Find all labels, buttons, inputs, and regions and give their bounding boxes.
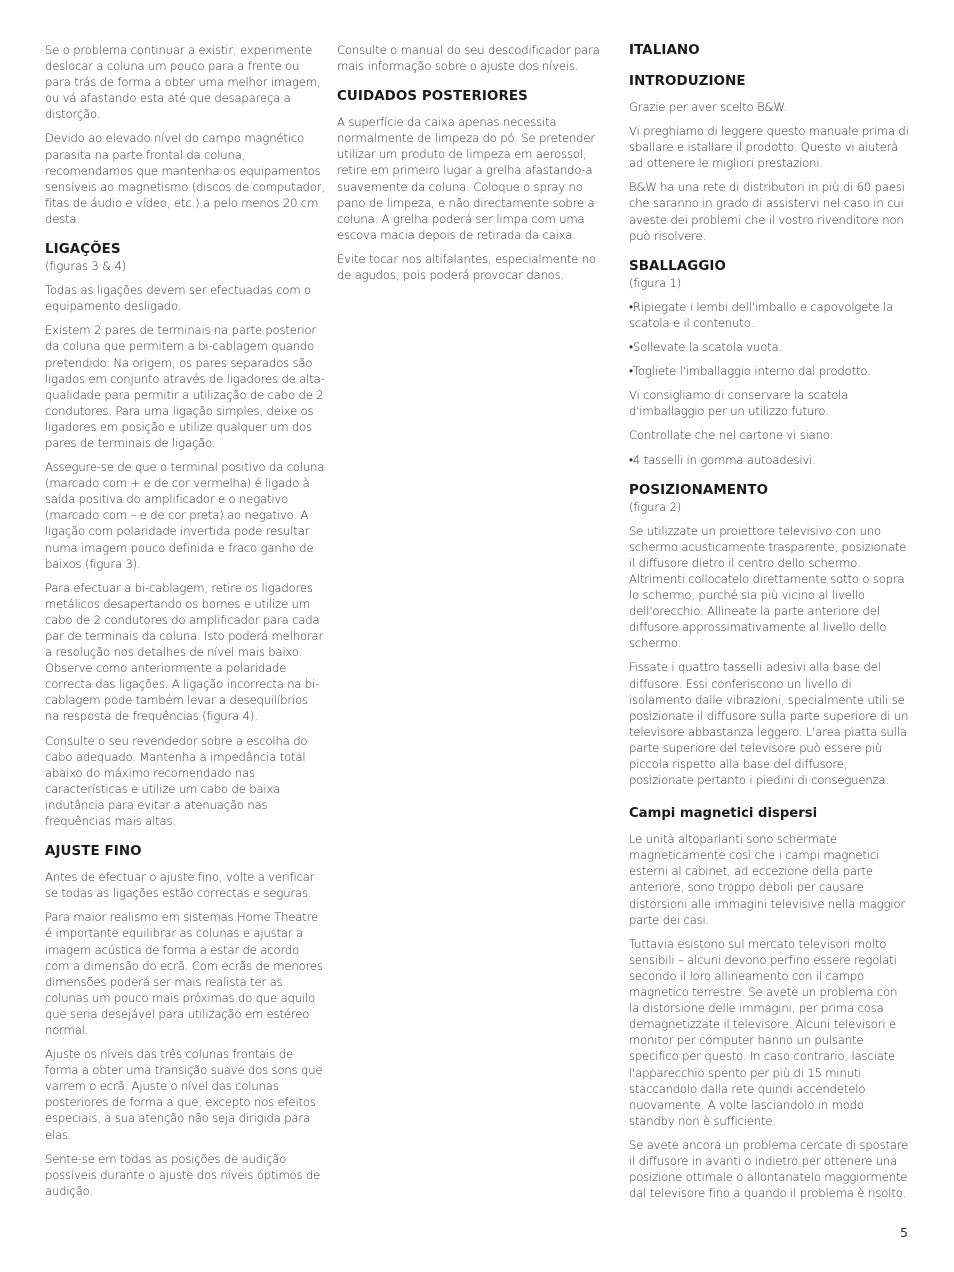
subsection-heading-campi-magnetici: Campi magnetici dispersi — [629, 806, 818, 822]
paragraph: Ajuste os níveis das três colunas frontais de forma a obter uma transição suave dos sons que varrem o ecrã. Ajuste o nível das colunas posteriores de forma a que, excepto nos efeitos especiais, a sua atenção não seja dirigida para elas. — [45, 1047, 323, 1142]
page-number: 5 — [900, 1225, 908, 1240]
column-portuguese-2 — [337, 42, 612, 291]
paragraph: Le unità altoparlanti sono schermate magneticamente così che i campi magnetici esterni al cabinet, ad eccezione della parte anteriore, sono troppo deboli per causare distorsioni alle immagini televisive nella maggior parte dei casi. — [629, 832, 906, 927]
paragraph: Evite tocar nos altifalantes, especialmente no de agudos, pois poderá provocar danos. — [337, 251, 596, 283]
column-portuguese-1 — [45, 42, 325, 1207]
paragraph: Vi consigliamo di conservare la scatola d'imballaggio per un utilizzo futuro. — [629, 388, 849, 419]
column-italian — [629, 42, 909, 1209]
paragraph: Se o problema continuar a existir, experimente deslocar a coluna um pouco para a frente ou para trás de forma a obter uma melhor imagem, ou vá afastando esta até que desapareça a distorção. — [45, 43, 321, 122]
paragraph: Devido ao elevado nível do campo magnético parasita na parte frontal da coluna, recomendamos que mantenha os equipamentos sensíveis ao magnetismo (discos de computador, fitas de áudio e vídeo, etc.) a pelo menos 20 cm desta. — [45, 131, 325, 226]
section-heading-sballaggio: SBALLAGGIO — [629, 258, 726, 274]
section-heading-introduzione: INTRODUZIONE — [629, 74, 746, 89]
figure-reference: (figura 2) — [629, 499, 682, 514]
paragraph: Consulte o manual do seu descodificador para mais informação sobre o ajuste dos níveis. — [337, 43, 600, 74]
figure-reference: (figuras 3 & 4) — [45, 259, 127, 274]
figure-reference: (figura 1) — [629, 275, 682, 290]
section-heading-ligacoes: LIGAÇÕES — [45, 242, 121, 258]
paragraph: Tuttavia esistono sul mercato televisori molto sensibili – alcuni devono perfino essere regolati secondo il loro allineamento con il campo magnetico terrestre. Se avete un problema con la distorsione delle immagini, per prima cosa demagnetizzate il televisore. Alcuni televisori e monitor per computer hanno un pulsante specifico per questo. In caso contrario, lasciate l'apparecchio spento per più di 15 minuti staccandolo dalla rete quindi accendetelo nuovamente. A volte lasciandolo in modo standby non è sufficiente. — [629, 936, 898, 1128]
section-heading-posizionamento: POSIZIONAMENTO — [629, 482, 769, 498]
paragraph: Para maior realismo em sistemas Home Theatre é importante equilibrar as colunas e ajustar a imagem acústica de forma a estar de acordo com a dimensão do ecrã. Com ecrãs de menores dimensões poderá ser mais realista ter as colunas um pouco mais próximas do que aquilo que seria desejável para utilização em estéreo normal. — [45, 910, 323, 1037]
language-heading-italiano: ITALIANO — [629, 43, 700, 58]
bullet-item: •Sollevate la scatola vuota. — [629, 340, 783, 355]
section-heading-cuidados: CUIDADOS POSTERIORES — [337, 89, 528, 105]
paragraph: B&W ha una rete di distributori in più di 60 paesi che saranno in grado di assistervi nel caso in cui aveste dei problemi che il vostro rivenditore non può risolvere. — [629, 180, 905, 243]
paragraph: Se avete ancora un problema cercate di spostare il diffusore in avanti o indietro per ottenere una posizione ottimale o allontanatelo maggiormente dal televisore fino a quando il problema è risolto. — [629, 1137, 909, 1201]
paragraph: Assegure-se de que o terminal positivo da coluna (marcado com + e de cor vermelha) é ligado à saída positiva do amplificador e o negativo (marcado com – e de cor preta) ao negativo. A ligação com polaridade invertida pode resultar numa imagem pouco definida e fraco ganho de baixos (figura 3). — [45, 460, 325, 571]
paragraph: Todas as ligações devem ser efectuadas com o equipamento desligado. — [45, 283, 311, 314]
paragraph: Antes de efectuar o ajuste fino, volte a verificar se todas as ligações estão correctas e seguras. — [45, 870, 315, 901]
paragraph: Grazie per aver scelto B&W. — [629, 100, 787, 114]
bullet-item: •Togliete l'imballaggio interno dal prodotto. — [629, 364, 871, 379]
paragraph: Controllate che nel cartone vi siano: — [629, 428, 834, 443]
bullet-item: •4 tasselli in gomma autoadesivi. — [629, 452, 816, 467]
section-heading-ajuste-fino: AJUSTE FINO — [45, 844, 142, 860]
paragraph: A superfície da caixa apenas necessita normalmente de limpeza do pó. Se pretender utilizar um produto de limpeza em aerossol, retire em primeiro lugar a grelha afastando-a suavemente da coluna. Coloque o spray no pano de limpeza, e não directamente sobre a coluna. A grelha poderá ser limpa com uma escova macia depois de retirada da caixa. — [337, 115, 595, 242]
paragraph: Fissate i quattro tasselli adesivi alla base del diffusore. Essi conferiscono un livello di isolamento dalle vibrazioni, specialmente utili se posizionate il diffusore sulla parte superiore di un televisore abbastanza leggero. L'area piatta sulla parte superiore del televisore può essere più piccola rispetto alla base del diffusore, posizionate pertanto i piedini di conseguenza. — [629, 660, 909, 788]
paragraph: Consulte o seu revendedor sobre a escolha do cabo adequado. Mantenha a impedância total abaixo do máximo recomendado nas características e utilize um cabo de baixa indutância para evitar a atenuação nas frequências mais altas. — [45, 733, 308, 829]
bullet-item: •Ripiegate i lembi dell'imballo e capovolgete la scatola e il contenuto. — [629, 299, 894, 330]
paragraph: Para efectuar a bi-cablagem, retire os ligadores metálicos desapertando os bornes e utilize um cabo de 2 condutores do amplificador para cada par de terminais da coluna. Isto poderá melhorar a resolução nos detalhes de nível mais baixo. Observe como anteriormente a polaridade correcta das ligações. A ligação incorrecta na bi-cablagem pode também levar a desequilíbrios na resposta de frequências (figura 4). — [45, 580, 324, 724]
paragraph: Sente-se em todas as posições de audição possíveis durante o ajuste dos níveis óptimos de audição. — [45, 1151, 321, 1198]
paragraph: Existem 2 pares de terminais na parte posterior da coluna que permitem a bi-cablagem quando pretendido. Na origem, os pares separados são ligados em conjunto através de ligadores de alta-qualidade para permitir a utilização de cabo de 2 condutores. Para uma ligação simples, deixe os ligadores em posição e utilize qualquer um dos pares de terminais de ligação. — [45, 323, 325, 450]
paragraph: Vi preghiamo di leggere questo manuale prima di sballare e istallare il prodotto. Questo vi aiuterà ad ottenere le migliori prestazioni. — [629, 124, 909, 171]
paragraph: Se utilizzate un proiettore televisivo con uno schermo acusticamente trasparente, posizionate il diffusore dietro il centro dello schermo. Altrimenti collocatelo direttamente sotto o sopra lo schermo, purché sia più vicino al livello dell'orecchio. Allineate la parte anteriore del diffusore approssimativamente al livello dello schermo. — [629, 523, 907, 651]
